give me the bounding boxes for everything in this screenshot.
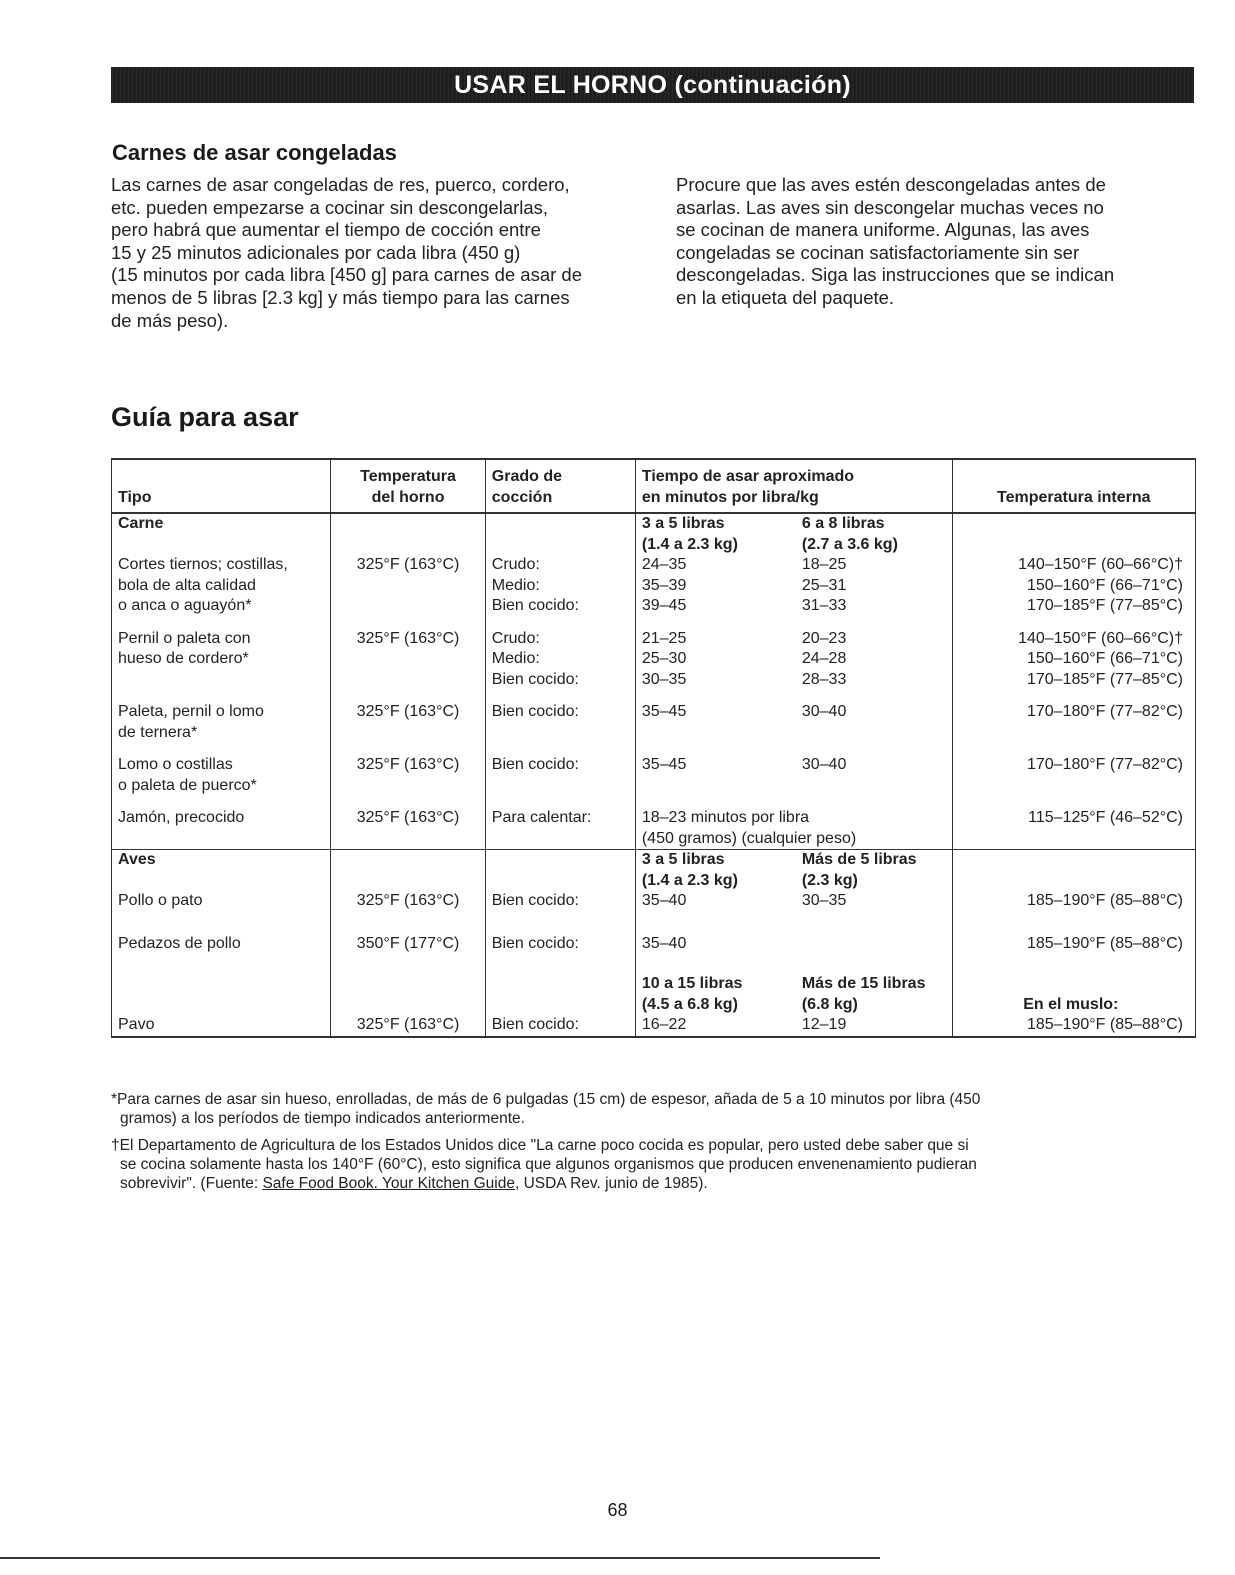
table-row: Cortes tiernos; costillas, bola de alta calidad o anca o aguayón* 325°F (163°C) Crudo: Medio: Bien cocido: 24–35 18–25 35–39 25–31 39–45 31–33 140–150°F (60–66°C)† 150–160°F (66–71°C) 170–185°F (77–85°C)	[112, 555, 1196, 617]
header-roast-time: Tiempo de asar aproximado en minutos por libra/kg	[635, 459, 952, 513]
roasting-guide-table	[111, 458, 1196, 1038]
source-book-title: Safe Food Book. Your Kitchen Guide	[262, 1175, 515, 1192]
footnote-star: *Para carnes de asar sin hueso, enrolladas, de más de 6 pulgadas (15 cm) de espesor, añada de 5 a 10 minutos por libra (450 gramos) a los períodos de tiempo indicados anteriormente.	[111, 1091, 981, 1127]
section-banner	[111, 67, 1194, 103]
roasting-guide-heading: Guía para asar	[111, 402, 299, 432]
footnote-dagger: †El Departamento de Agricultura de los Estados Unidos dice "La carne poco cocida es popular, pero usted debe saber que si se cocina solamente hasta los 140°F (60°C), esto significa que algunos organismos que producen envenenamiento pudieran sobrevivir". (Fuente: Safe Food Book. Your Kitchen Guide, USDA Rev. junio de 1985).	[111, 1137, 977, 1192]
bottom-rule	[0, 1557, 880, 1559]
header-tipo: Tipo	[112, 459, 331, 513]
page-number: 68	[607, 1500, 628, 1520]
header-internal-temp: Temperatura interna	[952, 459, 1195, 513]
table-header-row	[112, 459, 1196, 513]
table-row	[112, 850, 1196, 871]
table-row: Pollo o pato 325°F (163°C) Bien cocido: (1.4 a 2.3 kg) (2.3 kg) 35–40 30–35 185–190°F (85–88°C)	[112, 871, 1196, 912]
frozen-roasts-heading: Carnes de asar congeladas	[112, 140, 397, 165]
table-row: Paleta, pernil o lomo de ternera* 325°F (163°C) Bien cocido: 35–45 30–40 170–180°F (77–82°C)	[112, 702, 1196, 743]
table-row: Pedazos de pollo 350°F (177°C) Bien cocido: 35–40 185–190°F (85–88°C)	[112, 934, 1196, 955]
aves-weight-subheader: 3 a 5 libras Más de 5 libras	[635, 850, 952, 871]
table-row: Jamón, precocido 325°F (163°C) Para calentar: 18–23 minutos por libra (450 gramos) (cualquier peso) 115–125°F (46–52°C)	[112, 808, 1196, 850]
group-label-aves: Aves	[118, 851, 156, 868]
table-row	[112, 513, 1196, 555]
group-label-carne: Carne	[118, 515, 164, 532]
header-oven-temp: Temperatura del horno	[331, 459, 485, 513]
carne-weight-subheader: 3 a 5 libras 6 a 8 libras (1.4 a 2.3 kg) (2.7 a 3.6 kg)	[635, 513, 952, 555]
table-row: Pavo 325°F (163°C) Bien cocido: 10 a 15 libras Más de 15 libras (4.5 a 6.8 kg) (6.8 kg) 16–22 12–19 En el muslo: 185–190°F (85–88°C)	[112, 974, 1196, 1037]
table-row: Lomo o costillas o paleta de puerco* 325°F (163°C) Bien cocido: 35–45 30–40 170–180°F (77–82°C)	[112, 755, 1196, 796]
banner-title: USAR EL HORNO (continuación)	[454, 70, 851, 99]
header-doneness: Grado de cocción	[485, 459, 635, 513]
table-row: Pernil o paleta con hueso de cordero* 325°F (163°C) Crudo: Medio: Bien cocido: 21–25 20–23 25–30 24–28 30–35 28–33 140–150°F (60–66°C)† 150–160°F (66–71°C) 170–185°F (77–85°C)	[112, 629, 1196, 691]
frozen-poultry-right-text: Procure que las aves estén descongeladas antes de asarlas. Las aves sin descongelar muchas veces no se cocinan de manera uniforme. Algunas, las aves congeladas se cocinan satisfactoriamente sin ser descongeladas. Siga las instrucciones que se indican en la etiqueta del paquete.	[676, 174, 1115, 308]
frozen-roasts-left-text: Las carnes de asar congeladas de res, puerco, cordero, etc. pueden empezarse a cocinar sin descongelarlas, pero habrá que aumentar el tiempo de cocción entre 15 y 25 minutos adicionales por cada libra (450 g) (15 minutos por cada libra [450 g] para carnes de asar de menos de 5 libras [2.3 kg] y más tiempo para las carnes de más peso).	[111, 174, 583, 331]
